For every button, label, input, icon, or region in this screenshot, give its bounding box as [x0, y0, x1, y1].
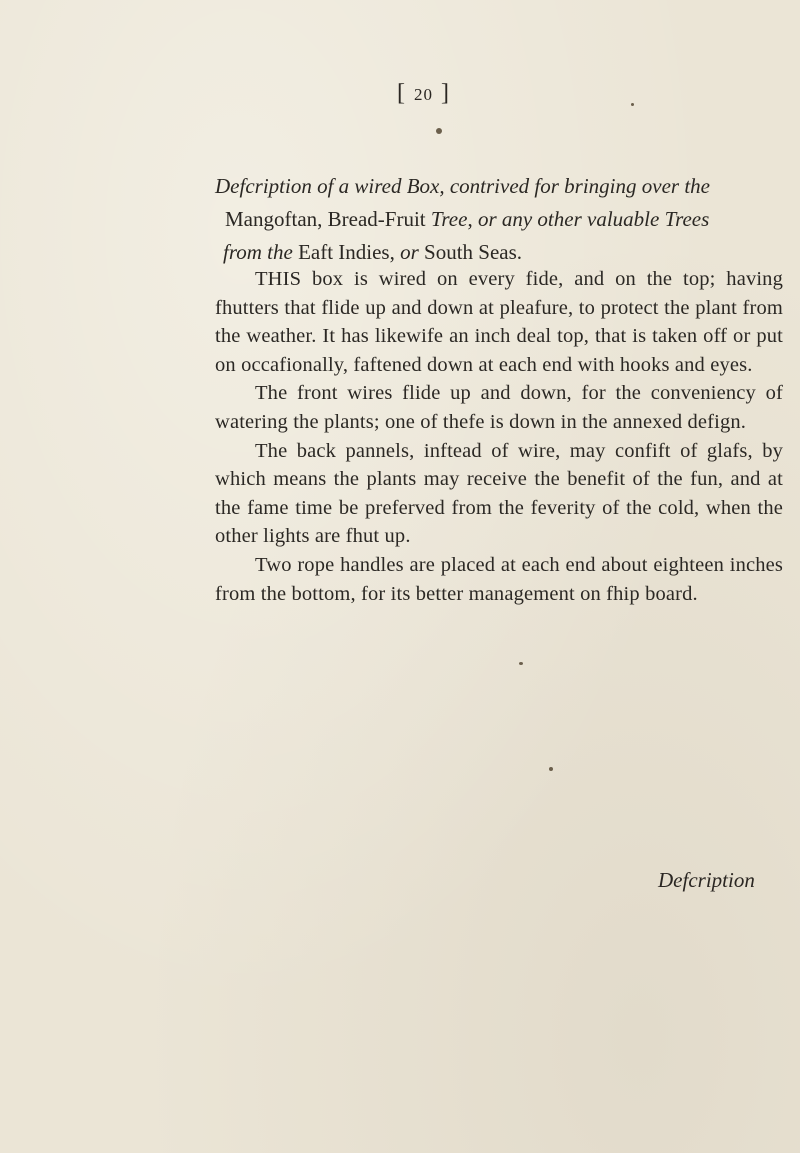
heading-line-2-italic-a: Tree	[430, 207, 468, 231]
paragraph: THIS box is wired on every fide, and on the top; having fhutters that flide up and down at pleafure, to protect the plant from the weather. It has likewife an inch deal top, that is taken off or put on occafionally, faftened down at each end with hooks and eyes.	[215, 268, 783, 376]
ink-speck	[549, 767, 553, 771]
page-number	[397, 80, 450, 107]
ink-speck	[631, 103, 634, 106]
heading-line-1	[215, 170, 775, 203]
catchword: Defcription	[658, 868, 755, 892]
heading-line-1-italic: Defcription of a wired Box, contrived for bringing over the	[215, 174, 710, 198]
heading-line-2	[215, 203, 775, 236]
body-text	[215, 265, 783, 608]
heading-line-2-italic-b: or any other valuable Trees	[477, 207, 710, 231]
page-number-close-bracket: ]	[441, 80, 450, 106]
heading-line-3-italic-a: from the	[223, 240, 293, 264]
heading-line-3-roman-a: Eaft Indies,	[292, 240, 401, 264]
ink-speck	[436, 128, 442, 134]
heading-line-2-roman-b: ,	[467, 207, 478, 231]
ink-speck	[519, 662, 523, 665]
paragraph: The back pannels, inftead of wire, may confift of glafs, by which means the plants may receive the benefit of the fun, and at the fame time be preferved from the feverity of the cold, when the other lights are fhut up.	[215, 439, 783, 548]
section-heading	[215, 170, 775, 269]
heading-line-3-roman-b: South Seas.	[418, 240, 523, 264]
page-number-open-bracket: [	[397, 80, 406, 106]
page-number-value: 20	[414, 85, 433, 104]
heading-line-2-roman-a: Mangoftan, Bread-Fruit	[225, 207, 431, 231]
heading-line-3-italic-b: or	[400, 240, 419, 264]
paragraph: The front wires flide up and down, for the conveniency of watering the plants; one of thefe is down in the annexed defign.	[215, 382, 783, 433]
paragraph: Two rope handles are placed at each end about eighteen inches from the bottom, for its better management on fhip board.	[215, 553, 783, 605]
